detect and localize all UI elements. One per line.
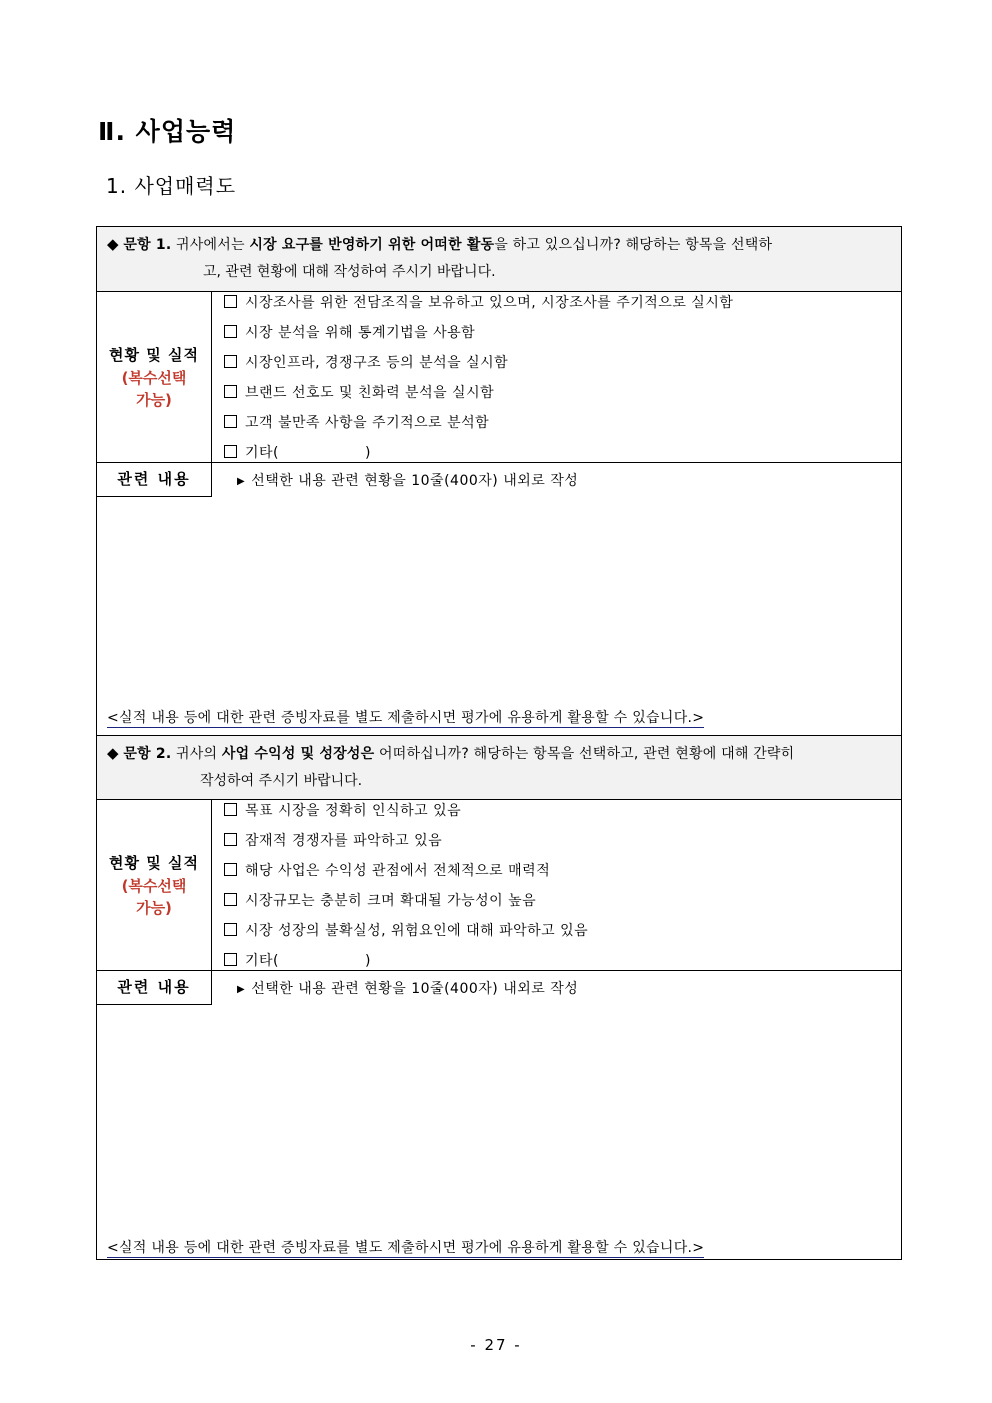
checkbox-icon[interactable] [224,833,237,846]
option-label: 시장 분석을 위해 통계기법을 사용함 [245,325,476,341]
status-label-multi: (복수선택 [121,877,187,895]
status-label-main: 현황 및 실적 [109,854,199,872]
subsection-title: 1. 사업매력도 [106,174,237,198]
survey-form [96,226,902,1260]
option-label: 해당 사업은 수익성 관점에서 전체적으로 매력적 [245,863,551,879]
question-2-text-pre: 귀사의 [176,746,218,762]
option-checkbox[interactable] [224,860,550,880]
question-2-text-bold: 사업 수익성 및 성장성은 [221,746,375,762]
question-1-text-line2: 고, 관련 현황에 대해 작성하여 주시기 바랍니다. [203,264,496,280]
status-label-possible: 가능) [136,899,172,917]
question-1-related-hint [237,470,578,490]
question-2-number: 문항 2. [123,746,172,762]
section-title: Ⅱ. 사업능력 [98,117,237,146]
option-checkbox[interactable] [224,830,442,850]
checkbox-icon[interactable] [224,385,237,398]
triangle-bullet-icon: ▶ [237,984,246,995]
question-2-header [97,736,901,800]
question-1-text-bold: 시장 요구를 반영하기 위한 어떠한 활동 [249,237,495,253]
question-2-text-post: 어떠하십니까? 해당하는 항목을 선택하고, 관련 현황에 대해 간략히 [379,746,795,762]
divider [97,462,901,463]
checkbox-icon[interactable] [224,295,237,308]
checkbox-icon[interactable] [224,863,237,876]
related-hint-text: 선택한 내용 관련 현황을 10줄(400자) 내외로 작성 [251,473,579,489]
option-checkbox[interactable] [224,920,588,940]
option-label: 브랜드 선호도 및 친화력 분석을 실시함 [245,385,495,401]
checkbox-icon[interactable] [224,355,237,368]
question-1-options [212,292,901,462]
question-2-related-hint [237,978,578,998]
page-number: - 27 - [470,1336,522,1354]
option-label: 시장조사를 위한 전담조직을 보유하고 있으며, 시장조사를 주기적으로 실시함 [245,295,734,311]
question-1-note: <실적 내용 등에 대한 관련 증빙자료를 별도 제출하시면 평가에 유용하게 활용할 수 있습니다.> [107,710,705,726]
option-label: 고객 불만족 사항을 주기적으로 분석함 [245,415,490,431]
option-label: 시장규모는 충분히 크며 확대될 가능성이 높음 [245,893,537,909]
option-checkbox[interactable] [224,890,536,910]
question-2-status-label [97,800,212,970]
question-1-header [97,227,901,292]
checkbox-icon[interactable] [224,415,237,428]
option-other-label: 기타( [245,953,280,969]
option-other-close: ) [365,953,371,969]
option-other[interactable] [224,950,371,970]
question-2-text-line2: 작성하여 주시기 바랍니다. [200,773,363,789]
question-1-number: 문항 1. [123,237,172,253]
option-checkbox[interactable] [224,292,733,312]
question-2-options [212,800,901,970]
question-2-related-label: 관련 내용 [97,970,212,1005]
checkbox-icon[interactable] [224,953,237,966]
divider [97,970,901,971]
status-label-possible: 가능) [136,391,172,409]
option-other[interactable] [224,442,371,462]
diamond-icon: ◆ [107,235,119,253]
option-checkbox[interactable] [224,382,494,402]
option-other-close: ) [365,445,371,461]
triangle-bullet-icon: ▶ [237,476,246,487]
related-hint-text: 선택한 내용 관련 현황을 10줄(400자) 내외로 작성 [251,981,579,997]
checkbox-icon[interactable] [224,893,237,906]
question-1-text-pre: 귀사에서는 [176,237,245,253]
option-checkbox[interactable] [224,322,475,342]
status-label-multi: (복수선택 [121,369,187,387]
question-2-note: <실적 내용 등에 대한 관련 증빙자료를 별도 제출하시면 평가에 유용하게 활용할 수 있습니다.> [107,1240,705,1256]
checkbox-icon[interactable] [224,923,237,936]
diamond-icon: ◆ [107,744,119,762]
option-checkbox[interactable] [224,412,489,432]
option-label: 잠재적 경쟁자를 파악하고 있음 [245,833,443,849]
option-label: 시장인프라, 경쟁구조 등의 분석을 실시함 [245,355,509,371]
question-1-status-label [97,292,212,462]
checkbox-icon[interactable] [224,325,237,338]
option-other-label: 기타( [245,445,280,461]
question-1-related-label: 관련 내용 [97,462,212,497]
option-label: 목표 시장을 정확히 인식하고 있음 [245,803,462,819]
status-label-main: 현황 및 실적 [109,346,199,364]
question-1-text-post: 을 하고 있으십니까? 해당하는 항목을 선택하 [494,237,773,253]
checkbox-icon[interactable] [224,803,237,816]
option-checkbox[interactable] [224,800,461,820]
option-label: 시장 성장의 불확실성, 위험요인에 대해 파악하고 있음 [245,923,589,939]
option-checkbox[interactable] [224,352,508,372]
checkbox-icon[interactable] [224,445,237,458]
